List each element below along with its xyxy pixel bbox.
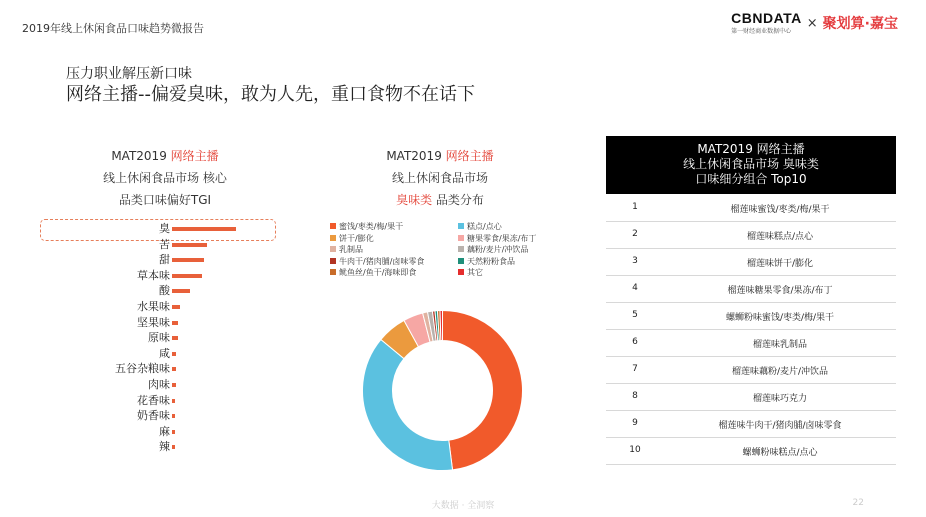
dist-title-line2: 线上休闲食品市场	[391, 171, 488, 185]
table-row	[606, 248, 896, 276]
legend-item	[458, 222, 502, 232]
legend-label: 饼干/膨化	[339, 233, 374, 243]
rank-cell: 5	[632, 310, 638, 320]
tgi-bar	[172, 227, 236, 231]
legend-swatch	[458, 246, 464, 252]
tgi-bar-row	[40, 269, 280, 283]
legend-swatch	[330, 235, 336, 241]
legend-swatch	[330, 258, 336, 264]
table-row	[606, 302, 896, 330]
tgi-bar-label: 奶香味	[137, 409, 170, 423]
rank-cell: 3	[632, 256, 638, 266]
tgi-bar-label: 肉味	[148, 378, 170, 391]
tgi-bar	[172, 305, 180, 309]
tgi-bar	[172, 414, 175, 418]
table-row	[606, 194, 896, 222]
report-title: 2019年线上休闲食品口味趋势微报告	[22, 22, 204, 35]
collab-times-sign: ×	[806, 15, 818, 31]
cbndata-logo	[731, 11, 802, 35]
tgi-bar-row	[40, 300, 280, 314]
tgi-bar	[172, 399, 175, 403]
rank-cell: 7	[632, 364, 638, 374]
cbndata-logo-text: CBNDATA	[731, 10, 802, 26]
flavor-combo-cell: 榴莲味蜜饯/枣类/梅/果干	[730, 205, 830, 215]
tgi-bar	[172, 243, 207, 247]
legend-item	[458, 234, 536, 244]
table-row	[606, 410, 896, 438]
legend-label: 牛肉干/猪肉脯/卤味零食	[339, 256, 425, 266]
donut-slice	[363, 340, 453, 471]
donut-slice	[440, 311, 443, 341]
legend-swatch	[458, 258, 464, 264]
tgi-bar-row	[40, 347, 280, 361]
tgi-bar-label: 辣	[159, 440, 170, 454]
rank-cell: 10	[629, 445, 641, 455]
flavor-combo-cell: 榴莲味糖果零食/果冻/布丁	[727, 286, 833, 296]
legend-item	[458, 257, 515, 267]
tgi-bar-label: 苦	[159, 237, 170, 251]
tgi-title-highlight: 网络主播	[170, 149, 219, 163]
rank-cell: 1	[632, 202, 638, 212]
flavor-combo-cell: 榴莲味牛肉干/猪肉脯/卤味零食	[718, 421, 842, 431]
page-number: 22	[852, 498, 864, 508]
tgi-bar-row	[40, 440, 280, 454]
legend-item	[330, 245, 363, 255]
table-row	[606, 437, 896, 465]
legend-label: 鱿鱼丝/鱼干/海味即食	[339, 268, 417, 278]
tgi-bar-label: 花香味	[137, 393, 170, 407]
tgi-bar	[172, 289, 190, 293]
legend-item	[458, 268, 483, 278]
legend-swatch	[458, 223, 464, 229]
headline-title: 网络主播--偏爱臭味，敢为人先，重口食物不在话下	[66, 84, 475, 105]
flavor-combo-cell: 螺蛳粉味糕点/点心	[742, 448, 818, 458]
rank-cell: 6	[632, 337, 638, 347]
legend-label: 乳制品	[339, 245, 363, 255]
legend-swatch	[458, 269, 464, 275]
legend-item	[330, 268, 416, 278]
tgi-bar-label: 草本味	[137, 268, 170, 282]
tgi-bar-label: 五谷杂粮味	[115, 362, 170, 376]
tgi-bar	[172, 352, 176, 356]
tgi-bar-label: 坚果味	[137, 315, 170, 329]
table-row	[606, 221, 896, 249]
legend-swatch	[458, 235, 464, 241]
dist-title-highlight: 网络主播	[445, 149, 494, 163]
tgi-bar-row	[40, 362, 280, 376]
tgi-bar-label: 原味	[148, 331, 170, 345]
legend-label: 藕粉/麦片/冲饮品	[467, 245, 529, 255]
tgi-bar-label: 水果味	[137, 300, 170, 313]
dist-title-period: MAT2019	[386, 149, 446, 163]
tgi-title-period: MAT2019	[111, 149, 171, 163]
tgi-title-line2: 线上休闲食品市场 核心	[103, 171, 227, 185]
rank-cell: 8	[632, 391, 638, 401]
legend-swatch	[330, 246, 336, 252]
legend-label: 其它	[467, 268, 483, 278]
tgi-bar	[172, 321, 178, 325]
flavor-combo-cell: 榴莲味乳制品	[752, 340, 807, 350]
top10-header-line3: 口味细分组合 Top10	[695, 172, 807, 186]
dist-title-line3	[345, 189, 535, 211]
tgi-bar-label: 麻	[159, 424, 170, 438]
rank-cell: 4	[632, 283, 638, 293]
tgi-bar	[172, 258, 204, 262]
tgi-title-line3: 品类口味偏好TGI	[118, 193, 212, 207]
dist-title-line1	[345, 145, 535, 167]
tgi-bar	[172, 367, 176, 371]
tgi-bar-row	[40, 331, 280, 345]
flavor-combo-cell: 榴莲味藕粉/麦片/冲饮品	[731, 367, 829, 377]
legend-label: 蜜饯/枣类/梅/果干	[339, 222, 404, 231]
legend-label: 天然粉粉食品	[467, 256, 515, 266]
tgi-bar-row	[40, 253, 280, 267]
headline-subtitle: 压力职业解压新口味	[66, 66, 192, 82]
legend-item	[330, 257, 424, 267]
brand-logos	[731, 11, 898, 35]
dist-title-suffix: 品类分布	[432, 193, 484, 207]
rank-cell: 9	[632, 418, 638, 428]
legend-label: 糖果零食/果冻/布丁	[467, 233, 537, 243]
tgi-bar-row	[40, 316, 280, 330]
tgi-bar	[172, 445, 175, 449]
flavor-combo-cell: 螺蛳粉味蜜饯/枣类/梅/果干	[725, 313, 835, 323]
tgi-bar-row	[40, 425, 280, 439]
category-donut-chart	[360, 308, 525, 473]
top10-header-line1: MAT2019 网络主播	[697, 142, 805, 156]
table-row	[606, 383, 896, 411]
tgi-bar	[172, 336, 178, 340]
tgi-bar-chart	[40, 222, 280, 460]
dist-title-category: 臭味类	[396, 193, 433, 207]
legend-swatch	[330, 223, 336, 229]
tgi-bar	[172, 383, 176, 387]
tgi-bar-label: 咸	[159, 346, 170, 360]
partner-logo: 聚划算·嘉宝	[822, 16, 898, 32]
tgi-chart-title	[70, 145, 260, 211]
tgi-bar-row	[40, 409, 280, 423]
tgi-bar-label: 甜	[159, 253, 170, 267]
table-row	[606, 329, 896, 357]
rank-cell: 2	[632, 229, 638, 239]
top10-header-line2: 线上休闲食品市场 臭味类	[683, 157, 819, 171]
table-row	[606, 275, 896, 303]
footer-source: 大数据 · 全洞察	[431, 501, 495, 511]
legend-item	[330, 234, 374, 244]
tgi-bar	[172, 430, 175, 434]
flavor-combo-cell: 榴莲味饼干/膨化	[746, 259, 814, 269]
tgi-title-line1	[70, 145, 260, 167]
legend-swatch	[330, 269, 336, 275]
tgi-bar-label: 臭	[159, 222, 170, 235]
tgi-bar-row	[40, 238, 280, 252]
tgi-bar-row	[40, 394, 280, 408]
cbndata-logo-subtext: 第一财经商业数据中心	[731, 28, 792, 35]
table-row	[606, 356, 896, 384]
top10-table-header	[606, 136, 896, 194]
legend-item	[458, 245, 528, 255]
tgi-bar	[172, 274, 202, 278]
tgi-bar-label: 酸	[159, 284, 170, 298]
flavor-combo-cell: 榴莲味糕点/点心	[746, 232, 814, 242]
legend-item	[330, 222, 403, 232]
tgi-bar-row	[40, 284, 280, 298]
legend-label: 糕点/点心	[467, 222, 502, 231]
tgi-bar-row	[40, 222, 280, 236]
tgi-bar-row	[40, 378, 280, 392]
distribution-chart-title	[345, 145, 535, 211]
donut-slice	[443, 311, 523, 470]
flavor-combo-cell: 榴莲味巧克力	[752, 394, 807, 404]
